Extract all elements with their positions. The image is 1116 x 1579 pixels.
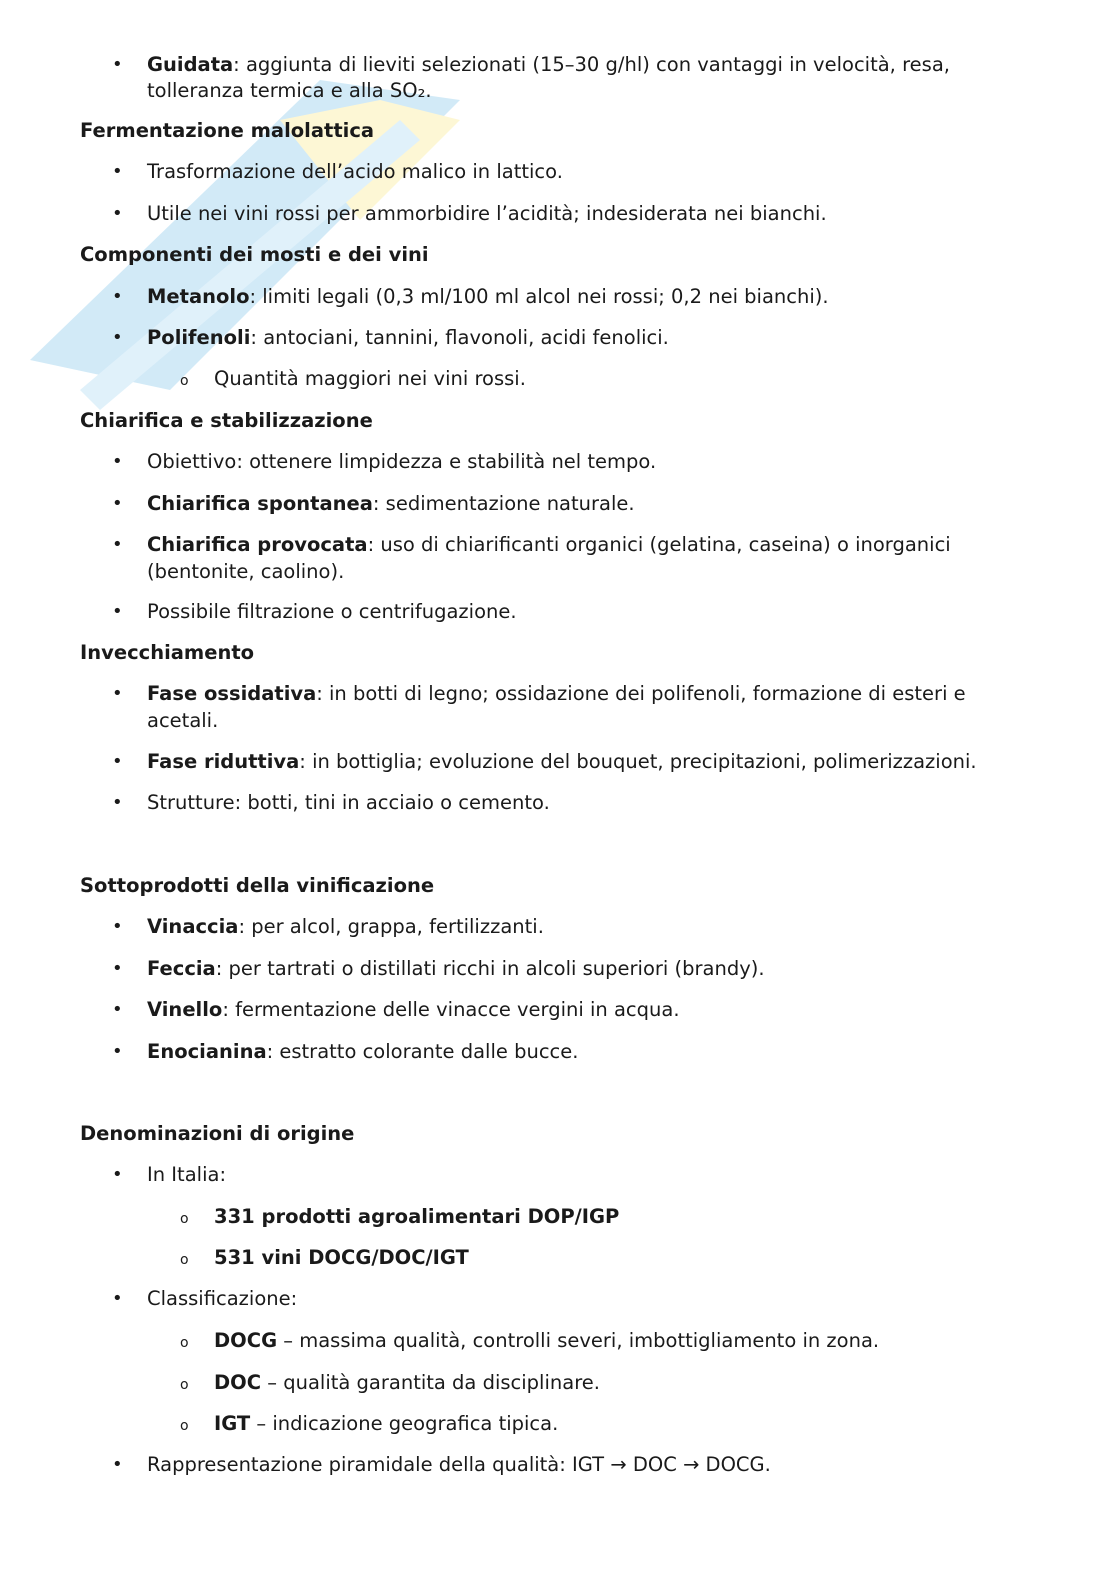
list-item: Metanolo: limiti legali (0,3 ml/100 ml alcol nei rossi; 0,2 nei bianchi). <box>147 285 829 308</box>
sub-bullet-icon: o <box>180 1335 189 1351</box>
bullet-icon: • <box>112 792 123 813</box>
sub-list-item: IGT – indicazione geografica tipica. <box>214 1412 559 1435</box>
list-item: Rappresentazione piramidale della qualità: IGT → DOC → DOCG. <box>147 1453 771 1476</box>
list-item-continuation: acetali. <box>147 709 219 732</box>
bullet-icon: • <box>112 1164 123 1185</box>
sub-list-item: DOCG – massima qualità, controlli severi, imbottigliamento in zona. <box>214 1329 880 1352</box>
list-item: Classificazione: <box>147 1287 298 1310</box>
sub-bullet-icon: o <box>180 1252 189 1268</box>
list-item: Guidata: aggiunta di lieviti selezionati (15–30 g/hl) con vantaggi in velocità, resa, <box>147 53 950 76</box>
list-item: Feccia: per tartrati o distillati ricchi in alcoli superiori (brandy). <box>147 957 765 980</box>
bullet-icon: • <box>112 999 123 1020</box>
list-item: Chiarifica provocata: uso di chiarificanti organici (gelatina, caseina) o inorganici <box>147 533 951 556</box>
list-item: Vinaccia: per alcol, grappa, fertilizzanti. <box>147 915 544 938</box>
bullet-icon: • <box>112 1288 123 1309</box>
list-item: Trasformazione dell’acido malico in lattico. <box>147 160 563 183</box>
bullet-icon: • <box>112 203 123 224</box>
sub-bullet-icon: o <box>180 1377 189 1393</box>
section-heading: Invecchiamento <box>80 641 255 664</box>
list-item: Enocianina: estratto colorante dalle bucce. <box>147 1040 579 1063</box>
list-item: Strutture: botti, tini in acciaio o cemento. <box>147 791 550 814</box>
section-heading: Fermentazione malolattica <box>80 119 375 142</box>
sub-bullet-icon: o <box>180 1418 189 1434</box>
list-item: Fase riduttiva: in bottiglia; evoluzione del bouquet, precipitazioni, polimerizzazioni. <box>147 750 977 773</box>
section-heading: Denominazioni di origine <box>80 1122 355 1145</box>
bullet-icon: • <box>112 451 123 472</box>
bullet-icon: • <box>112 751 123 772</box>
bullet-icon: • <box>112 958 123 979</box>
list-item: In Italia: <box>147 1163 227 1186</box>
list-item: Polifenoli: antociani, tannini, flavonoli, acidi fenolici. <box>147 326 669 349</box>
list-item: Fase ossidativa: in botti di legno; ossidazione dei polifenoli, formazione di esteri e <box>147 682 966 705</box>
bullet-icon: • <box>112 1454 123 1475</box>
bullet-icon: • <box>112 327 123 348</box>
bullet-icon: • <box>112 1041 123 1062</box>
section-heading: Componenti dei mosti e dei vini <box>80 243 429 266</box>
list-item-continuation: (bentonite, caolino). <box>147 560 345 583</box>
list-item-continuation: tolleranza termica e alla SO₂. <box>147 79 432 102</box>
sub-bullet-icon: o <box>180 373 189 389</box>
section-heading: Chiarifica e stabilizzazione <box>80 409 373 432</box>
bullet-icon: • <box>112 916 123 937</box>
section-heading: Sottoprodotti della vinificazione <box>80 874 435 897</box>
list-item: Chiarifica spontanea: sedimentazione naturale. <box>147 492 635 515</box>
bullet-icon: • <box>112 601 123 622</box>
sub-list-item: 331 prodotti agroalimentari DOP/IGP <box>214 1205 620 1228</box>
bullet-icon: • <box>112 161 123 182</box>
list-item: Obiettivo: ottenere limpidezza e stabilità nel tempo. <box>147 450 657 473</box>
list-item: Vinello: fermentazione delle vinacce vergini in acqua. <box>147 998 680 1021</box>
sub-list-item: DOC – qualità garantita da disciplinare. <box>214 1371 600 1394</box>
list-item: Possibile filtrazione o centrifugazione. <box>147 600 517 623</box>
bullet-icon: • <box>112 683 123 704</box>
sub-list-item: 531 vini DOCG/DOC/IGT <box>214 1246 469 1269</box>
sub-bullet-icon: o <box>180 1211 189 1227</box>
sub-list-item: Quantità maggiori nei vini rossi. <box>214 367 526 390</box>
bullet-icon: • <box>112 54 123 75</box>
list-item: Utile nei vini rossi per ammorbidire l’acidità; indesiderata nei bianchi. <box>147 202 827 225</box>
bullet-icon: • <box>112 493 123 514</box>
bullet-icon: • <box>112 286 123 307</box>
bullet-icon: • <box>112 534 123 555</box>
